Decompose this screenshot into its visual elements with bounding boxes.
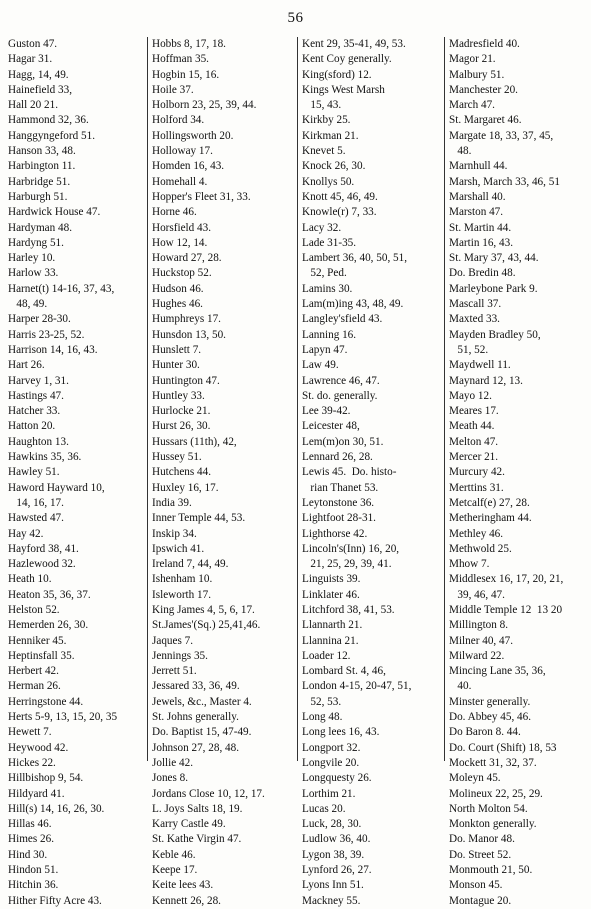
index-entry: Henniker 45. — [8, 634, 67, 647]
index-entry: Huxley 16, 17. — [152, 481, 219, 494]
index-entry: Jennings 35. — [152, 649, 208, 662]
index-entry: Heath 10. — [8, 573, 52, 586]
index-entry: Lee 39-42. — [302, 405, 351, 418]
index-entry: Longquesty 26. — [302, 772, 372, 785]
index-entry: Lewis 45. Do. histo- — [302, 466, 397, 479]
index-entry: Kent 29, 35-41, 49, 53. — [302, 38, 406, 50]
index-column-3-entries — [298, 37, 444, 909]
index-entry: Harlow 33. — [8, 267, 59, 280]
index-entry: King(sford) 12. — [302, 68, 372, 81]
index-entry: Lightfoot 28-31. — [302, 512, 376, 525]
index-entry: 48. — [449, 145, 472, 158]
index-entry: Johnson 27, 28, 48. — [152, 741, 240, 754]
index-entry: Heywood 42. — [8, 741, 69, 754]
index-entry: Lynford 26, 27. — [302, 864, 372, 877]
index-entry: Harnet(t) 14-16, 37, 43, — [8, 282, 115, 295]
index-entry: Hutchens 44. — [152, 466, 212, 479]
index-entry: Marleybone Park 9. — [449, 282, 538, 295]
index-entry: Hind 30. — [8, 848, 48, 861]
index-entry: Hurst 26, 30. — [152, 420, 211, 433]
index-entry: Lawrence 46, 47. — [302, 374, 380, 387]
index-entry: Manchester 20. — [449, 83, 518, 96]
index-entry: Hillas 46. — [8, 818, 52, 831]
index-entry: Hopper's Fleet 31, 33. — [152, 190, 251, 203]
index-entry: Lacy 32. — [302, 221, 342, 234]
index-entry: Kennett 26, 28. — [152, 894, 221, 907]
index-entry: Hussars (11th), 42, — [152, 435, 237, 448]
index-entry: St. Martin 44. — [449, 221, 512, 234]
index-entry: London 4-15, 20-47, 51, — [302, 680, 412, 693]
page-number: 56 — [287, 10, 304, 26]
index-entry: Hardwick House 47. — [8, 206, 101, 219]
index-entry: Hillbishop 9, 54. — [8, 772, 84, 785]
index-entry: L. Joys Salts 18, 19. — [152, 802, 243, 815]
index-entry: Llannina 21. — [302, 634, 359, 647]
index-entry: Hunsdon 13, 50. — [152, 328, 226, 341]
index-entry: Hammond 32, 36. — [8, 114, 89, 127]
index-entry: Monson 45. — [449, 879, 503, 892]
index-entry: Hatton 20. — [8, 420, 56, 433]
index-entry: Methwold 25. — [449, 542, 512, 555]
index-entry: Minster generally. — [449, 695, 531, 708]
index-entry: Knollys 50. — [302, 175, 355, 188]
index-entry: Herbert 42. — [8, 665, 59, 678]
index-entry: Lanning 16. — [302, 328, 357, 341]
index-entry: Herman 26. — [8, 680, 61, 693]
index-entry: Jaques 7. — [152, 634, 194, 647]
index-entry: Milner 40, 47. — [449, 634, 514, 647]
index-entry: Kirkby 25. — [302, 114, 351, 127]
index-entry: Kent Coy generally. — [302, 53, 392, 66]
index-entry: Metcalf(e) 27, 28. — [449, 496, 530, 509]
index-entry: 15, 43. — [302, 99, 342, 112]
index-entry: Mincing Lane 35, 36, — [449, 665, 546, 678]
index-entry: 14, 16, 17. — [8, 496, 64, 509]
index-column-4 — [444, 37, 588, 907]
index-entry: Ipswich 41. — [152, 542, 205, 555]
index-columns — [4, 37, 588, 907]
index-entry: Keepe 17. — [152, 864, 198, 877]
index-entry: Maynard 12, 13. — [449, 374, 523, 387]
index-column-1-entries — [4, 37, 147, 909]
index-entry: Harley 10. — [8, 252, 56, 265]
index-entry: Mayden Bradley 50, — [449, 328, 541, 341]
index-entry: Loader 12. — [302, 649, 351, 662]
index-entry: Heptinsfall 35. — [8, 649, 75, 662]
index-entry: Do. Court (Shift) 18, 53 — [449, 741, 557, 754]
index-entry: Lincoln's(Inn) 16, 20, — [302, 542, 400, 555]
index-entry: Middle Temple 12 13 20 — [449, 603, 563, 616]
index-entry: Lygon 38, 39. — [302, 848, 365, 861]
index-entry: Hurlocke 21. — [152, 405, 211, 418]
index-entry: Metheringham 44. — [449, 512, 532, 525]
index-entry: 51, 52. — [449, 343, 489, 356]
index-entry: Hardyng 51. — [8, 236, 64, 249]
index-entry: Hainefield 33, — [8, 83, 72, 96]
index-entry: St. Margaret 46. — [449, 114, 522, 127]
index-entry: St. do. generally. — [302, 389, 378, 402]
index-entry: Longvile 20. — [302, 756, 360, 769]
index-entry: Lambert 36, 40, 50, 51, — [302, 252, 408, 265]
index-entry: Hawkins 35, 36. — [8, 451, 82, 464]
index-entry: Molineux 22, 25, 29. — [449, 787, 543, 800]
index-entry: Hither Fifty Acre 43. — [8, 894, 102, 907]
index-entry: Meares 17. — [449, 405, 499, 418]
index-entry: Keite lees 43. — [152, 879, 214, 892]
index-entry: Knevet 5. — [302, 145, 346, 158]
index-entry: Helston 52. — [8, 603, 60, 616]
index-column-2-entries — [148, 37, 297, 909]
index-entry: Lighthorse 42. — [302, 527, 368, 540]
index-entry: Knott 45, 46, 49. — [302, 190, 378, 203]
index-entry: Jordans Close 10, 12, 17. — [152, 787, 265, 800]
index-entry: Heaton 35, 36, 37. — [8, 588, 91, 601]
index-entry: Linguists 39. — [302, 573, 361, 586]
index-entry: Do. Street 52. — [449, 848, 512, 861]
index-entry: 39, 46, 47. — [449, 588, 505, 601]
index-entry: Malbury 51. — [449, 68, 505, 81]
index-entry: Madresfield 40. — [449, 38, 520, 50]
index-entry: Hoffman 35. — [152, 53, 209, 66]
index-entry: Karry Castle 49. — [152, 818, 226, 831]
index-entry: Harper 28-30. — [8, 313, 71, 326]
index-entry: Litchford 38, 41, 53. — [302, 603, 395, 616]
index-entry: Kirkman 21. — [302, 129, 359, 142]
index-entry: Hemerden 26, 30. — [8, 619, 89, 632]
index-entry: Lapyn 47. — [302, 343, 348, 356]
index-entry: Ishenham 10. — [152, 573, 213, 586]
index-entry: Murcury 42. — [449, 466, 505, 479]
index-entry: rian Thanet 53. — [302, 481, 379, 494]
index-entry: Do. Abbey 45, 46. — [449, 711, 532, 724]
index-entry: Hay 42. — [8, 527, 44, 540]
index-entry: Hagg, 14, 49. — [8, 68, 69, 81]
index-entry: Jollie 42. — [152, 756, 194, 769]
index-entry: Monkton generally. — [449, 818, 537, 831]
index-entry: Mackney 55. — [302, 894, 361, 907]
index-entry: Llannarth 21. — [302, 619, 363, 632]
index-entry: Longport 32. — [302, 741, 361, 754]
index-entry: Lam(m)ing 43, 48, 49. — [302, 298, 404, 311]
index-entry: Maxted 33. — [449, 313, 500, 326]
index-entry: Holloway 17. — [152, 145, 213, 158]
index-entry: Mascall 37. — [449, 298, 502, 311]
index-entry: Harvey 1, 31. — [8, 374, 69, 387]
index-entry: Horsfield 43. — [152, 221, 212, 234]
index-entry: Hanggyngeford 51. — [8, 129, 95, 142]
index-entry: Law 49. — [302, 359, 339, 372]
index-entry: Hickes 22. — [8, 756, 56, 769]
index-entry: Lamins 30. — [302, 282, 353, 295]
index-entry: St.James'(Sq.) 25,41,46. — [152, 619, 261, 632]
index-entry: Himes 26. — [8, 833, 54, 846]
index-entry: Ludlow 36, 40. — [302, 833, 371, 846]
index-entry: Harrison 14, 16, 43. — [8, 343, 98, 356]
index-entry: 21, 25, 29, 39, 41. — [302, 558, 392, 571]
index-entry: St. Kathe Virgin 47. — [152, 833, 242, 846]
index-entry: Holford 34. — [152, 114, 205, 127]
index-entry: Hogbin 15, 16. — [152, 68, 220, 81]
index-entry: India 39. — [152, 496, 192, 509]
index-entry: Horne 46. — [152, 206, 197, 219]
index-entry: Knowle(r) 7, 33. — [302, 206, 377, 219]
index-entry: 52, Ped. — [302, 267, 347, 280]
index-entry: Hindon 51. — [8, 864, 59, 877]
index-entry: St. Mary 37, 43, 44. — [449, 252, 539, 265]
index-entry: Marsh, March 33, 46, 51 — [449, 175, 560, 188]
index-entry: Mockett 31, 32, 37. — [449, 756, 537, 769]
index-column-2 — [147, 37, 297, 907]
index-entry: Hudson 46. — [152, 282, 204, 295]
index-entry: Hart 26. — [8, 359, 45, 372]
index-entry: Magor 21. — [449, 53, 496, 66]
index-entry: Mhow 7. — [449, 558, 490, 571]
index-column-1 — [4, 37, 147, 907]
index-entry: Jerrett 51. — [152, 665, 197, 678]
index-entry: 40. — [449, 680, 472, 693]
index-entry: Harbington 11. — [8, 160, 76, 173]
index-entry: Langley'sfield 43. — [302, 313, 383, 326]
index-entry: Montague 20. — [449, 894, 512, 907]
index-entry: Linklater 46. — [302, 588, 360, 601]
index-entry: Kings West Marsh — [302, 83, 385, 96]
index-entry: Do. Baptist 15, 47-49. — [152, 726, 252, 739]
index-entry: Hatcher 33. — [8, 405, 61, 418]
index-entry: Melton 47. — [449, 435, 499, 448]
index-entry: Lorthim 21. — [302, 787, 356, 800]
index-entry: Jones 8. — [152, 772, 189, 785]
index-entry: Herringstone 44. — [8, 695, 84, 708]
index-entry: Hoile 37. — [152, 83, 194, 96]
index-entry: Mercer 21. — [449, 451, 499, 464]
index-entry: Hayford 38, 41. — [8, 542, 79, 555]
index-entry: Leytonstone 36. — [302, 496, 375, 509]
index-entry: Keble 46. — [152, 848, 196, 861]
index-entry: Do. Bredin 48. — [449, 267, 516, 280]
index-entry: Hanson 33, 48. — [8, 145, 76, 158]
index-entry: Do. Manor 48. — [449, 833, 515, 846]
index-entry: St. Johns generally. — [152, 711, 239, 724]
index-entry: Jessared 33, 36, 49. — [152, 680, 240, 693]
index-entry: Guston 47. — [8, 38, 58, 50]
index-entry: Hawsted 47. — [8, 512, 64, 525]
index-entry: Inner Temple 44, 53. — [152, 512, 246, 525]
index-entry: Meath 44. — [449, 420, 495, 433]
index-entry: Margate 18, 33, 37, 45, — [449, 129, 554, 142]
index-entry: Monmouth 21, 50. — [449, 864, 533, 877]
index-entry: North Molton 54. — [449, 802, 528, 815]
index-entry: Marnhull 44. — [449, 160, 508, 173]
index-entry: Hewett 7. — [8, 726, 52, 739]
index-entry: Hall 20 21. — [8, 99, 59, 112]
index-entry: Middlesex 16, 17, 20, 21, — [449, 573, 564, 586]
index-entry: Hagar 31. — [8, 53, 53, 66]
index-entry: King James 4, 5, 6, 17. — [152, 603, 255, 616]
index-entry: Moleyn 45. — [449, 772, 501, 785]
index-entry: Hunter 30. — [152, 359, 200, 372]
index-entry: Knock 26, 30. — [302, 160, 366, 173]
index-entry: Hitchin 36. — [8, 879, 59, 892]
index-entry: Huckstop 52. — [152, 267, 212, 280]
index-entry: Lucas 20. — [302, 802, 346, 815]
index-entry: Mayo 12. — [449, 389, 492, 402]
index-entry: Homden 16, 43. — [152, 160, 225, 173]
index-entry: Jewels, &c., Master 4. — [152, 695, 252, 708]
index-entry: Maydwell 11. — [449, 359, 511, 372]
index-entry: Lennard 26, 28. — [302, 451, 373, 464]
index-entry: Haword Hayward 10, — [8, 481, 105, 494]
index-entry: Hildyard 41. — [8, 787, 65, 800]
index-entry: Millington 8. — [449, 619, 509, 632]
index-entry: Martin 16, 43. — [449, 236, 514, 249]
index-entry: Milward 22. — [449, 649, 505, 662]
index-entry: Huntley 33. — [152, 389, 205, 402]
index-entry: Methley 46. — [449, 527, 504, 540]
index-entry: Ireland 7, 44, 49. — [152, 558, 229, 571]
index-entry: Homehall 4. — [152, 175, 208, 188]
index-entry: Isleworth 17. — [152, 588, 212, 601]
index-entry: Marston 47. — [449, 206, 504, 219]
index-entry: Hawley 51. — [8, 466, 60, 479]
index-entry: Howard 27, 28. — [152, 252, 222, 265]
index-column-4-entries — [445, 37, 588, 909]
index-entry: Holborn 23, 25, 39, 44. — [152, 99, 257, 112]
index-entry: Lyons Inn 51. — [302, 879, 364, 892]
index-entry: Long 48. — [302, 711, 343, 724]
index-entry: Lem(m)on 30, 51. — [302, 435, 384, 448]
index-entry: Harburgh 51. — [8, 190, 68, 203]
index-entry: Humphreys 17. — [152, 313, 221, 326]
index-entry: Hunslett 7. — [152, 343, 202, 356]
index-entry: Inskip 34. — [152, 527, 197, 540]
index-entry: Long lees 16, 43. — [302, 726, 380, 739]
index-entry: Merttins 31. — [449, 481, 504, 494]
index-entry: How 12, 14. — [152, 236, 208, 249]
index-entry: Hollingsworth 20. — [152, 129, 234, 142]
index-entry: 52, 53. — [302, 695, 342, 708]
index-entry: Huntington 47. — [152, 374, 220, 387]
index-entry: Do Baron 8. 44. — [449, 726, 521, 739]
index-entry: Herts 5-9, 13, 15, 20, 35 — [8, 711, 118, 724]
index-entry: Harris 23-25, 52. — [8, 328, 85, 341]
index-entry: Harbridge 51. — [8, 175, 71, 188]
index-entry: Hobbs 8, 17, 18. — [152, 38, 226, 50]
index-entry: 48, 49. — [8, 298, 48, 311]
index-entry: Haughton 13. — [8, 435, 69, 448]
index-entry: March 47. — [449, 99, 495, 112]
index-entry: Marshall 40. — [449, 190, 506, 203]
index-entry: Luck, 28, 30. — [302, 818, 362, 831]
index-entry: Leicester 48, — [302, 420, 360, 433]
index-entry: Hardyman 48. — [8, 221, 73, 234]
index-entry: Hazlewood 32. — [8, 558, 76, 571]
index-entry: Lade 31-35. — [302, 236, 357, 249]
index-entry: Hastings 47. — [8, 389, 64, 402]
index-entry: Lombard St. 4, 46, — [302, 665, 386, 678]
index-entry: Hill(s) 14, 16, 26, 30. — [8, 802, 105, 815]
index-entry: Hughes 46. — [152, 298, 203, 311]
index-column-3 — [297, 37, 444, 907]
index-entry: Hussey 51. — [152, 451, 202, 464]
